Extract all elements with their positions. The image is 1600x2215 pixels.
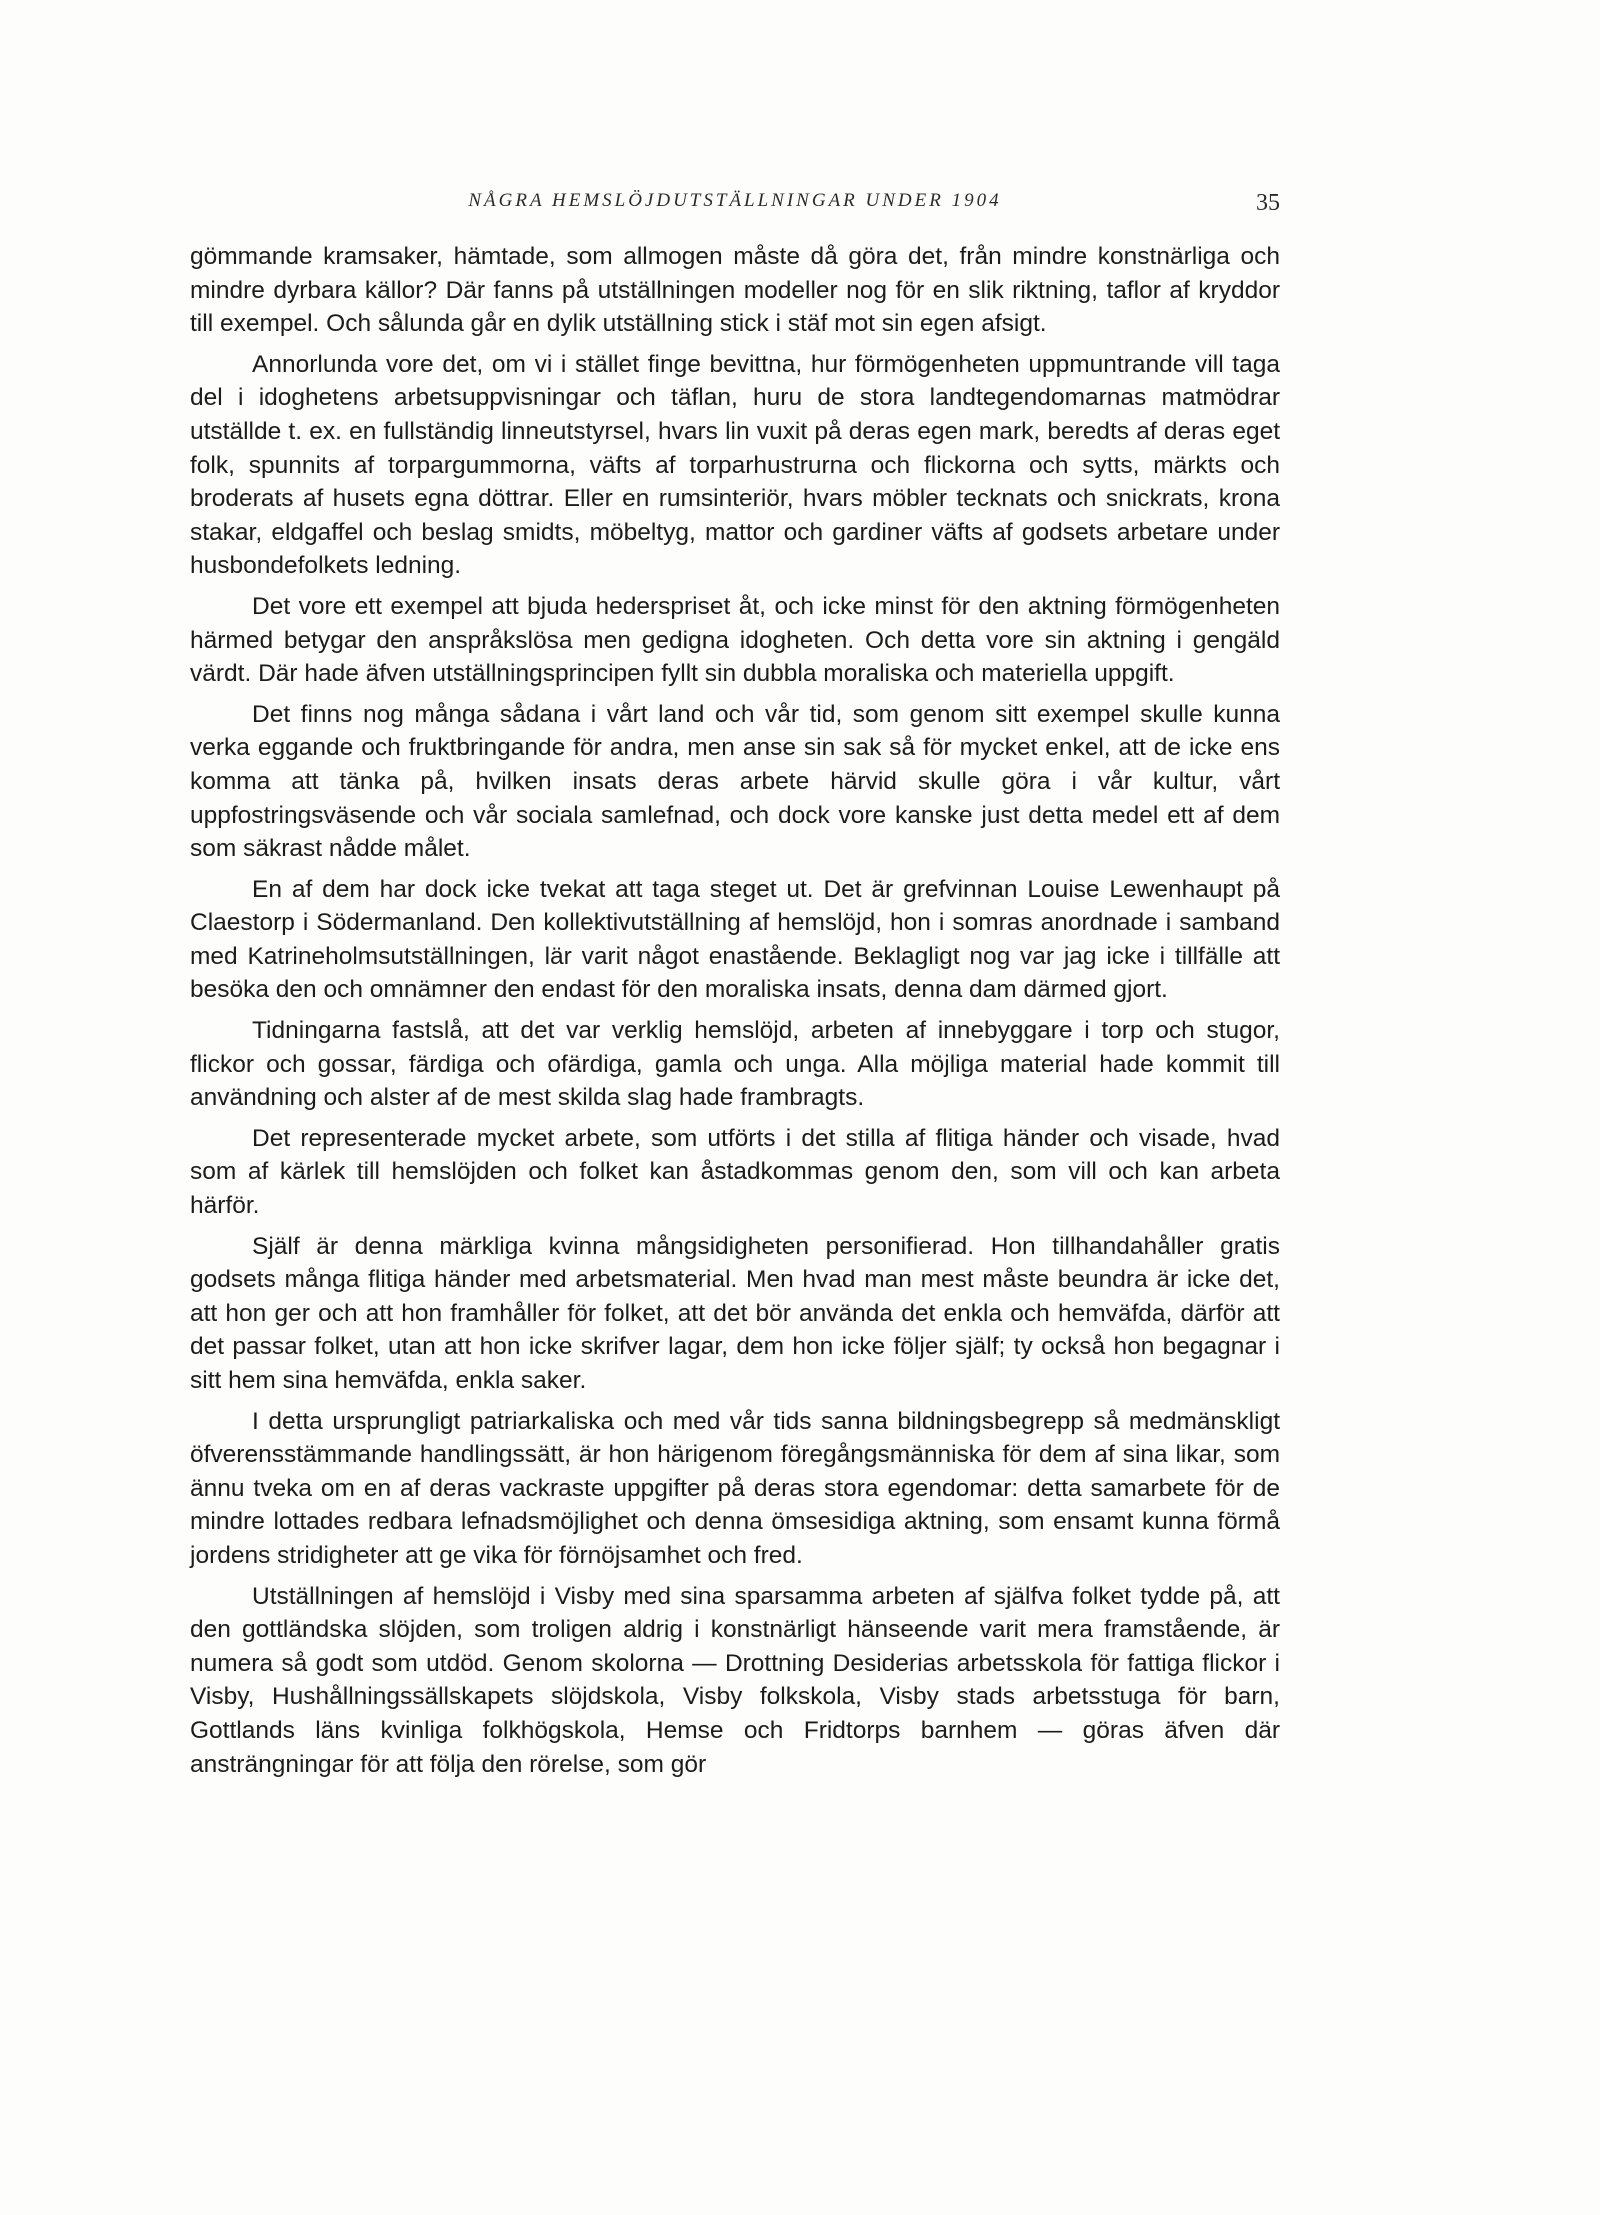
paragraph: Det representerade mycket arbete, som utförts i det stilla af flitiga händer och visade, hvad som af kärlek till hemslöjden och folket kan åstadkommas genom den, som vill och kan arbeta härför.: [190, 1124, 1280, 1220]
body-text: [190, 240, 1280, 1788]
paragraph: Själf är denna märkliga kvinna mångsidigheten personifierad. Hon tillhandahåller gratis godsets många flitiga händer med arbetsmaterial. Men hvad man mest måste beundra är icke det, att hon ger och att hon framhåller för folket, att det bör använda det enkla och hemväfda, därför att det passar folket, utan att hon icke skrifver lagar, dem hon icke följer själf; ty också hon begagnar i sitt hem sina hemväfda, enkla saker.: [190, 1232, 1280, 1394]
running-head: [190, 190, 1280, 230]
paragraph: Det finns nog många sådana i vårt land och vår tid, som genom sitt exempel skulle kunna verka eggande och fruktbringande för andra, men anse sin sak så för mycket enkel, att de icke ens komma att tänka på, hvilken insats deras arbete härvid skulle göra i vår kultur, vårt uppfostringsväsende och vår sociala samlefnad, och dock vore kanske just detta medel ett af dem som säkrast nådde målet.: [190, 700, 1280, 863]
paragraph: Utställningen af hemslöjd i Visby med sina sparsamma arbeten af själfva folket tydde på, att den gottländska slöjden, som troligen aldrig i konstnärligt hänseende varit mera framstående, är numera så godt som utdöd. Genom skolorna — Drottning Desiderias arbetsskola för fattiga flickor i Visby, Hushållningssällskapets slöjdskola, Visby folkskola, Visby stads arbetsstuga för barn, Gottlands läns kvinliga folkhögskola, Hemse och Fridtorps barnhem — göras äfven där ansträngningar för att följa den rörelse, som gör: [190, 1582, 1280, 1778]
paragraph: Tidningarna fastslå, att det var verklig hemslöjd, arbeten af innebyggare i torp och stugor, flickor och gossar, färdiga och ofärdiga, gamla och unga. Alla möjliga material hade kommit till användning och alster af de mest skilda slag hade frambragts.: [190, 1017, 1280, 1112]
paragraph: En af dem har dock icke tvekat att taga steget ut. Det är grefvinnan Louise Lewenhaupt på Claestorp i Södermanland. Den kollektivutställning af hemslöjd, hon i somras anordnade i samband med Katrineholmsutställningen, lär varit något enastående. Beklagligt nog var jag icke i tillfälle att besöka den och omnämner den endast för den moraliska insats, denna dam därmed gjort.: [190, 875, 1280, 1004]
paragraph-continuation: gömmande kramsaker, hämtade, som allmogen måste då göra det, från mindre konstnärliga och mindre dyrbara källor? Där fanns på utställningen modeller nog för en slik riktning, taflor af kryddor till exempel. Och sålunda går en dylik utställning stick i stäf mot sin egen afsigt.: [190, 243, 1280, 338]
running-title: NÅGRA HEMSLÖJDUTSTÄLLNINGAR UNDER 1904: [468, 190, 1002, 211]
paragraph: Annorlunda vore det, om vi i stället finge bevittna, hur förmögenheten uppmuntrande vill taga del i idoghetens arbetsuppvisningar och täflan, huru de stora landtegendomarnas matmödrar utställde t. ex. en fullständig linneutstyrsel, hvars lin vuxit på deras egen mark, beredts af deras eget folk, spunnits af torpargummorna, väfts af torparhustrurna och flickorna och sytts, märkts och broderats af husets egna döttrar. Eller en rumsinteriör, hvars möbler tecknats och snickrats, krona stakar, eldgaffel och beslag smidts, möbeltyg, mattor och gardiner väfts af godsets arbetare under husbondefolkets ledning.: [190, 350, 1280, 580]
paragraph: Det vore ett exempel att bjuda hederspriset åt, och icke minst för den aktning förmögenheten härmed betygar den anspråkslösa men gedigna idogheten. Och detta vore sin aktning i gengäld värdt. Där hade äfven utställningsprincipen fyllt sin dubbla moraliska och materiella uppgift.: [190, 592, 1280, 688]
page-number: 35: [1256, 190, 1280, 216]
paragraph: I detta ursprungligt patriarkaliska och med vår tids sanna bildningsbegrepp så medmänskligt öfverensstämmande handlingssätt, är hon härigenom föregångsmänniska för dem af sina likar, som ännu tveka om en af deras vackraste uppgifter på deras stora egendomar: detta samarbete för de mindre lottades redbara lefnadsmöjlighet och denna ömsesidiga aktning, som ensamt kunna förmå jordens stridigheter att ge vika för förnöjsamhet och fred.: [190, 1407, 1280, 1569]
